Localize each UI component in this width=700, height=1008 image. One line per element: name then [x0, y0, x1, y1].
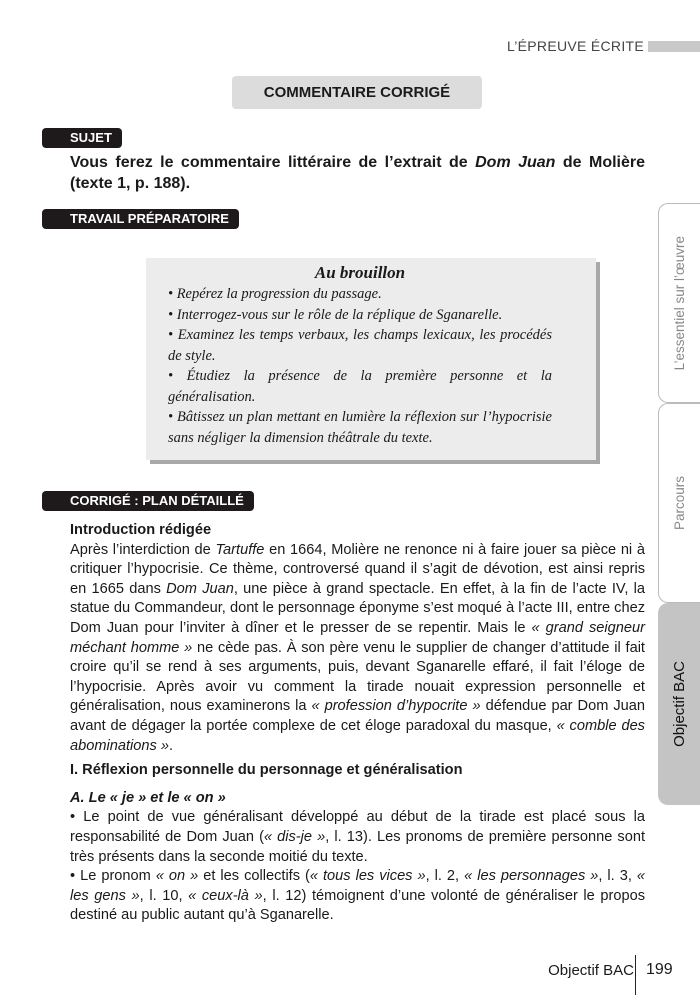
brouillon-item: • Étudiez la présence de la première personne et la généralisation.	[168, 368, 552, 405]
italic-text: « comble des abominations »	[70, 717, 645, 754]
page-number: 199	[646, 961, 673, 978]
text-run: Vous ferez le commentaire littéraire de l’extrait de	[70, 154, 476, 171]
brouillon-item: • Examinez les temps verbaux, les champs lexicaux, les procédés de style.	[168, 327, 552, 364]
text-run: en 1664, Molière ne renonce ni à faire jouer sa pièce ni à critiquer l’hypocrisie. Ce thème, controversé quand il s’agit de dévotion, est ainsi repris en 1665 dans	[70, 541, 645, 597]
italic-text: « profession d’hypocrite »	[311, 698, 481, 715]
text-run: , l. 10,	[139, 887, 189, 904]
tab-label: Objectif BAC	[671, 661, 688, 747]
text-run: de Molière (texte 1, p. 188).	[70, 154, 646, 192]
corrige-body	[70, 521, 645, 926]
footer-label: Objectif BAC	[548, 962, 634, 979]
tab-objectif-bac[interactable]	[658, 603, 700, 805]
footer-divider	[635, 955, 636, 995]
intro-paragraph	[70, 541, 645, 757]
text-run: ne cède pas. À son père venu le supplier de changer d’attitude il fait croire qu’il se rend à ses arguments, puis, devant Sganarelle effaré, il fait l’éloge de l’hypocrisie. Après avoir vu comment la tirade nouait expression personnelle et généralisation, nous examinerons la	[70, 639, 645, 715]
text-run: , l. 13). Les pronoms de première personne sont très présents dans la seconde moitié du texte.	[70, 828, 645, 865]
text-run: , l. 12) témoignent d’une volonté de généraliser le propos destiné au public autant qu’à Sganarelle.	[70, 887, 646, 924]
section-label-sujet: SUJET	[42, 128, 122, 148]
text-run: , l. 2,	[425, 868, 465, 885]
running-head-bar	[648, 41, 700, 52]
part1-title: I. Réflexion personnelle du personnage et généralisation	[70, 762, 463, 779]
tab-parcours[interactable]	[658, 403, 700, 603]
subpart-a-title: A. Le « je » et le « on »	[70, 789, 226, 806]
section-label-corrige: CORRIGÉ : PLAN DÉTAILLÉ	[42, 491, 254, 511]
brouillon-item: • Interrogez-vous sur le rôle de la réplique de Sganarelle.	[168, 306, 503, 323]
sujet-text	[70, 152, 645, 194]
text-run: , l. 3,	[598, 868, 637, 885]
italic-text: « dis-je »	[263, 828, 326, 845]
text-run: et les collectifs (	[198, 868, 310, 885]
italic-text: « tous les vices »	[309, 868, 426, 885]
italic-text: Dom Juan	[475, 154, 556, 171]
text-run: Après l’interdiction de	[70, 541, 216, 558]
bullet-paragraph	[70, 808, 645, 867]
section-label-travail: TRAVAIL PRÉPARATOIRE	[42, 209, 239, 229]
text-run: • Le point de vue généralisant développé au début de la tirade est placé sous la responsabilité de Dom Juan (	[70, 809, 645, 845]
italic-text: « les gens »	[70, 868, 646, 904]
running-head: L’ÉPREUVE ÉCRITE	[506, 38, 644, 54]
italic-text: « ceux-là »	[188, 887, 263, 904]
brouillon-box	[146, 258, 596, 460]
intro-title: Introduction rédigée	[70, 522, 212, 538]
text-run: , une pièce à grand spectacle. En effet, à la fin de l’acte IV, la statue du Commandeur, dont le personnage éponyme s’est moqué à l’acte III, entre chez Dom Juan pour l’inviter à dîner et le presser de se repentir. Mais le	[70, 580, 645, 636]
text-run: .	[168, 737, 174, 754]
italic-text: « les personnages »	[464, 868, 599, 885]
text-run: • Le pronom	[70, 868, 156, 885]
bullet-paragraph	[70, 867, 645, 926]
brouillon-title: Au brouillon	[314, 263, 406, 282]
brouillon-item: • Repérez la progression du passage.	[168, 286, 382, 302]
brouillon-item: • Bâtissez un plan mettant en lumière la réflexion sur l’hypocrisie sans négliger la dimension théâtrale du texte.	[168, 409, 552, 446]
italic-text: « grand seigneur méchant homme »	[70, 619, 645, 656]
italic-text: Dom Juan	[166, 580, 234, 597]
italic-text: Tartuffe	[215, 541, 265, 558]
tab-label: L’essentiel sur l’œuvre	[672, 235, 687, 371]
text-run: défendue par Dom Juan avant de dégager la portée complexe de cet éloge paradoxal du masque,	[70, 698, 645, 734]
tab-essentiel[interactable]	[658, 203, 700, 403]
page-title: COMMENTAIRE CORRIGÉ	[232, 76, 482, 109]
tab-label: Parcours	[672, 475, 687, 531]
italic-text: « on »	[155, 868, 199, 885]
